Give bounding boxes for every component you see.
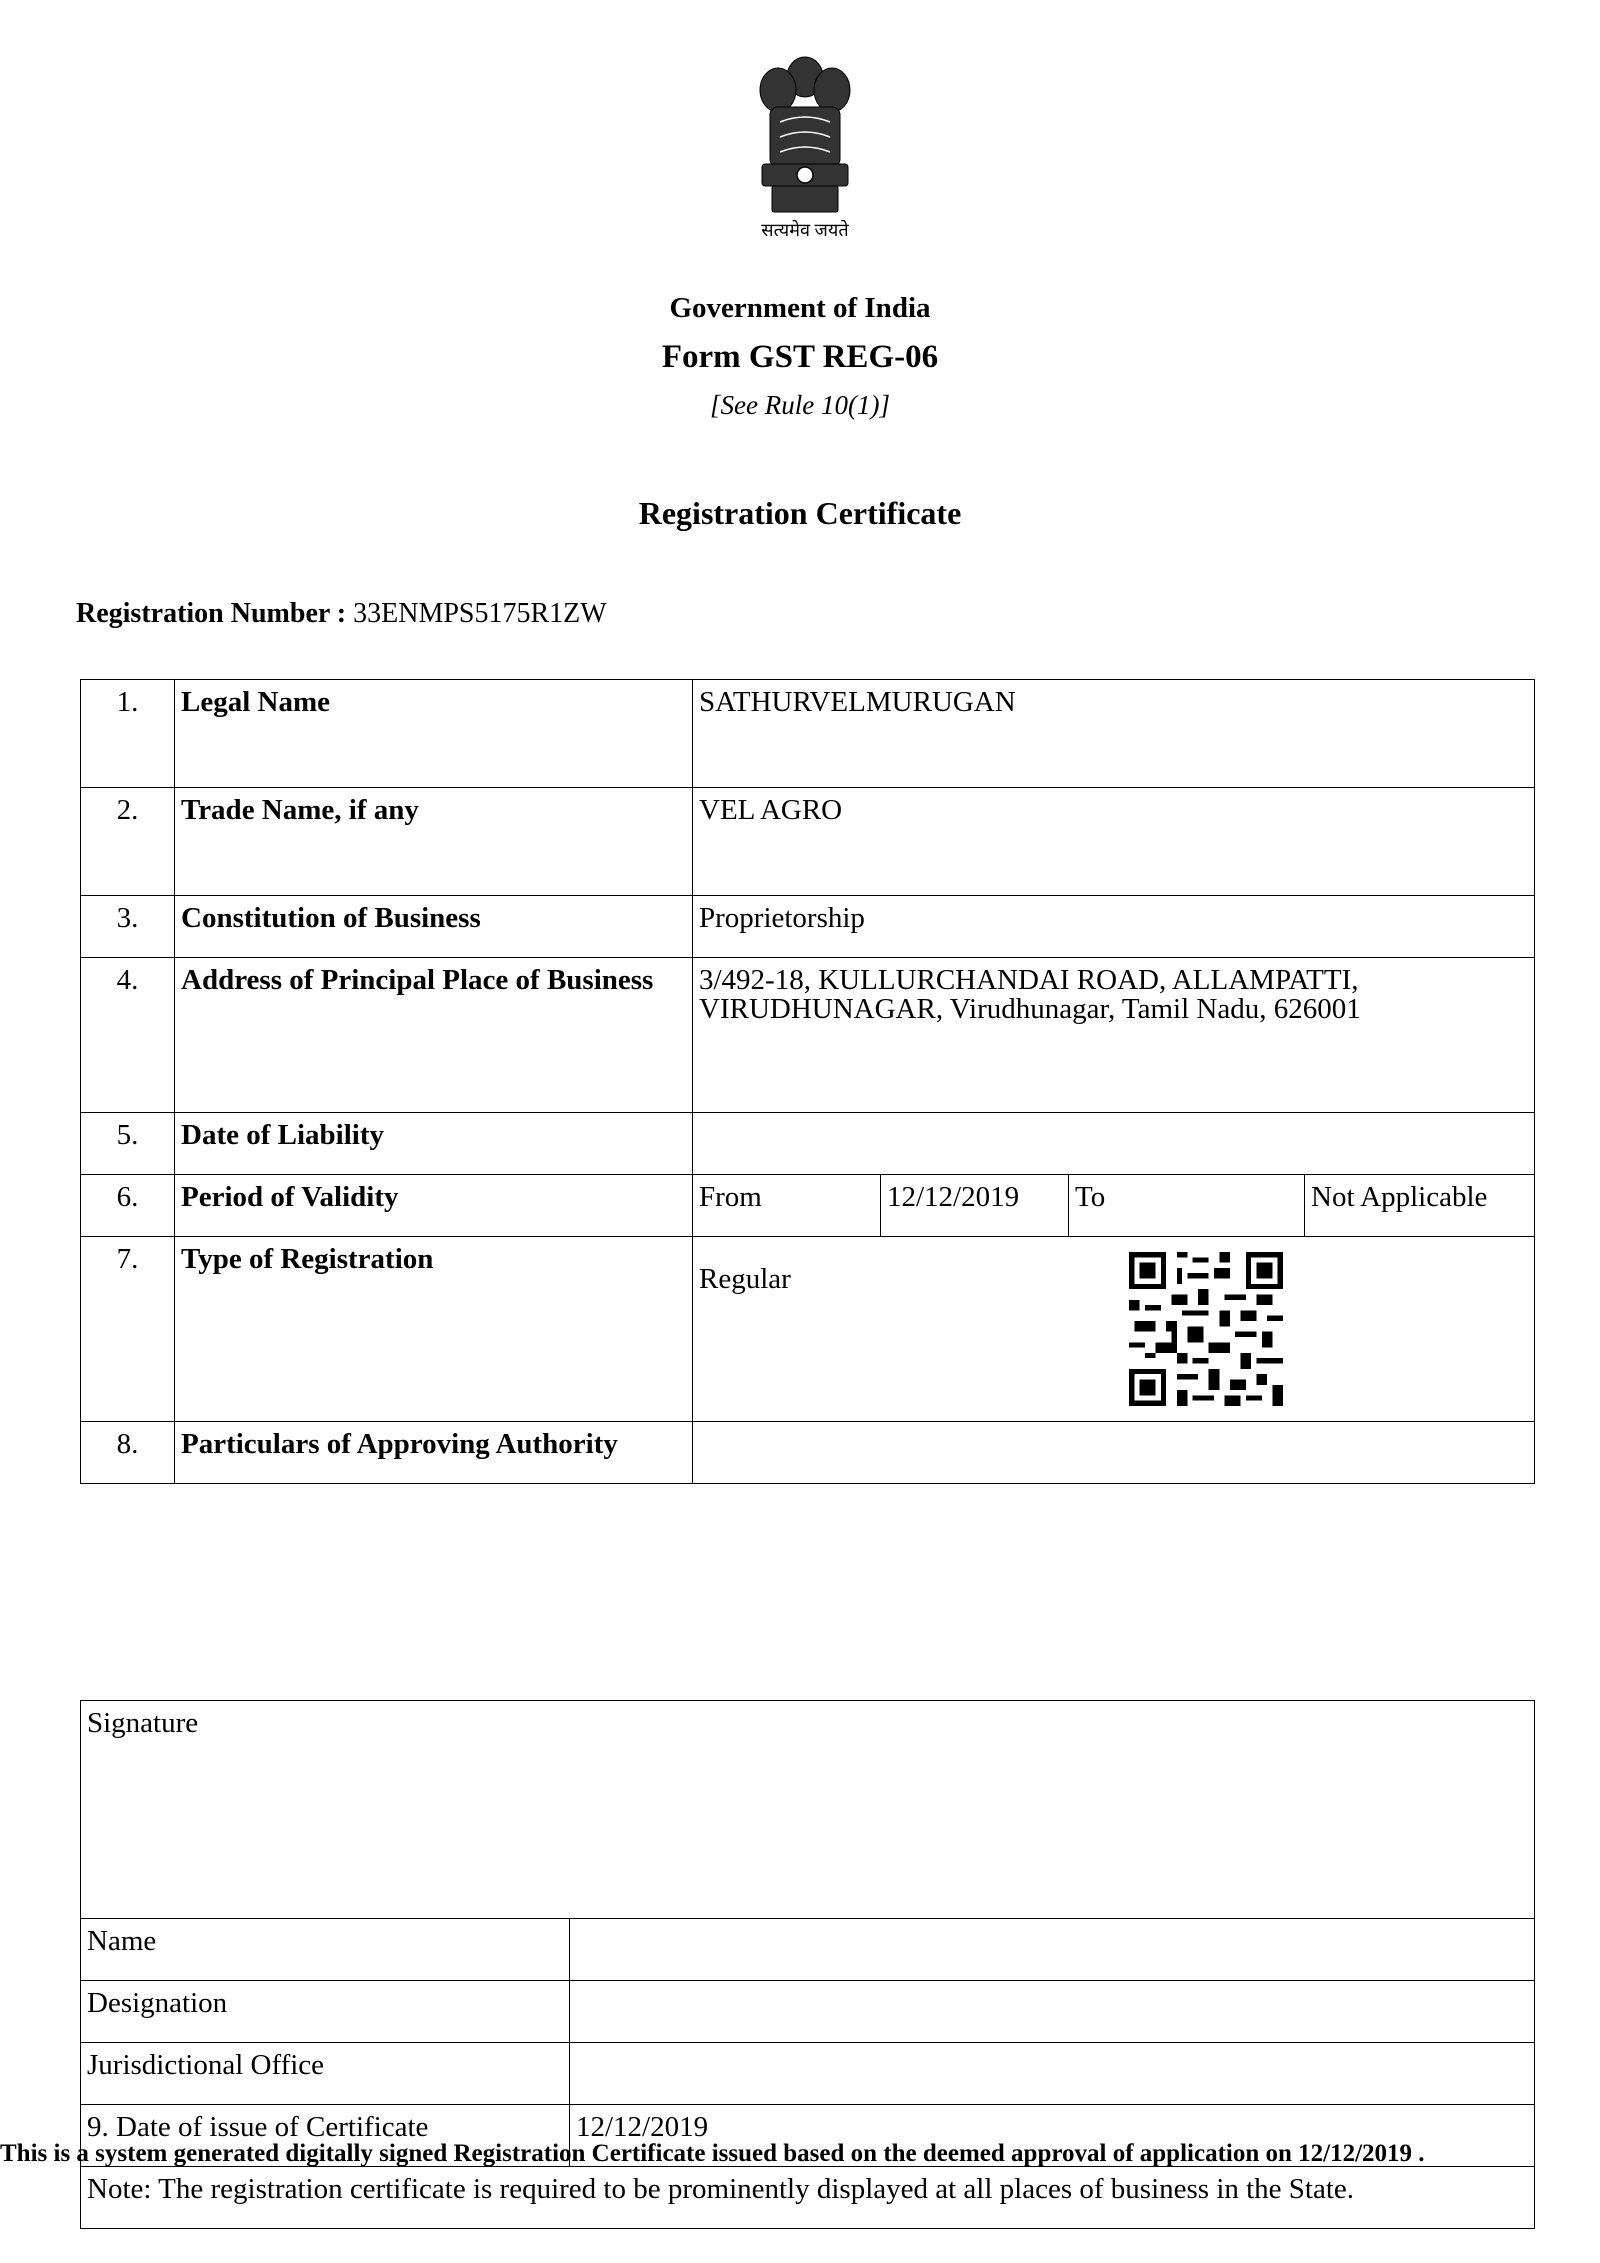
- row-label: Constitution of Business: [175, 896, 693, 958]
- row-label: Period of Validity: [175, 1175, 693, 1237]
- issue-date-label: 9. Date of issue of Certificate: [81, 2105, 570, 2167]
- table-row: [81, 1981, 1535, 2043]
- registration-number-value: 33ENMPS5175R1ZW: [353, 598, 607, 629]
- table-row: [81, 1919, 1535, 1981]
- table-row: [81, 680, 1535, 788]
- constitution-value: Proprietorship: [693, 896, 1535, 958]
- certificate-title: Registration Certificate: [638, 495, 962, 531]
- emblem-motto: सत्यमेव जयते: [761, 220, 849, 240]
- name-value: [570, 1919, 1535, 1981]
- designation-label: Designation: [81, 1981, 570, 2043]
- row-label: Address of Principal Place of Business: [175, 958, 693, 1113]
- designation-value: [570, 1981, 1535, 2043]
- rule-reference: [See Rule 10(1)]: [710, 390, 890, 420]
- table-row: [81, 896, 1535, 958]
- table-row: [81, 788, 1535, 896]
- row-number: 5.: [81, 1113, 175, 1175]
- jurisdiction-value: [570, 2043, 1535, 2105]
- validity-from-value: 12/12/2019: [881, 1175, 1069, 1237]
- address-value: 3/492-18, KULLURCHANDAI ROAD, ALLAMPATTI, VIRUDHUNAGAR, Virudhunagar, Tamil Nadu, 626001: [693, 958, 1535, 1113]
- table-row: [81, 1422, 1535, 1484]
- validity-from-label: From: [693, 1175, 881, 1237]
- row-label: Legal Name: [175, 680, 693, 788]
- qr-code-icon: [1129, 1252, 1283, 1406]
- trade-name-value: VEL AGRO: [693, 788, 1535, 896]
- row-label: Particulars of Approving Authority: [175, 1422, 693, 1484]
- table-row: [81, 1237, 1535, 1422]
- validity-to-value: Not Applicable: [1305, 1175, 1535, 1237]
- row-number: 1.: [81, 680, 175, 788]
- row-number: 4.: [81, 958, 175, 1113]
- name-label: Name: [81, 1919, 570, 1981]
- registration-number: [76, 598, 607, 630]
- row-label: Trade Name, if any: [175, 788, 693, 896]
- registration-type-value: [693, 1237, 1535, 1422]
- registration-number-label: Registration Number :: [76, 598, 347, 629]
- registration-type-text: Regular: [699, 1263, 791, 1295]
- table-row: [81, 958, 1535, 1113]
- validity-to-label: To: [1069, 1175, 1305, 1237]
- government-heading: Government of India: [669, 292, 931, 324]
- table-row: [81, 2167, 1535, 2229]
- digital-signature-footer: This is a system generated digitally signed Registration Certificate issued based on the deemed approval of application on 12/12/2019 .: [0, 2140, 1425, 2167]
- certificate-details-table: [80, 679, 1535, 1484]
- row-number: 2.: [81, 788, 175, 896]
- issue-date-value: 12/12/2019: [570, 2105, 1535, 2167]
- display-note: Note: The registration certificate is required to be prominently displayed at all places of business in the State.: [81, 2167, 1535, 2229]
- row-number: 8.: [81, 1422, 175, 1484]
- table-row: [81, 1113, 1535, 1175]
- signature-label: Signature: [81, 1701, 1535, 1919]
- date-of-liability-value: [693, 1113, 1535, 1175]
- table-row: [81, 2043, 1535, 2105]
- signature-row: [81, 1701, 1535, 1919]
- legal-name-value: SATHURVELMURUGAN: [693, 680, 1535, 788]
- row-number: 6.: [81, 1175, 175, 1237]
- row-number: 3.: [81, 896, 175, 958]
- table-row: [81, 1175, 1535, 1237]
- row-label: Date of Liability: [175, 1113, 693, 1175]
- form-title: Form GST REG-06: [661, 339, 939, 375]
- national-emblem-icon: [750, 52, 860, 222]
- row-label: Type of Registration: [175, 1237, 693, 1422]
- row-number: 7.: [81, 1237, 175, 1422]
- jurisdiction-label: Jurisdictional Office: [81, 2043, 570, 2105]
- approving-authority-value: [693, 1422, 1535, 1484]
